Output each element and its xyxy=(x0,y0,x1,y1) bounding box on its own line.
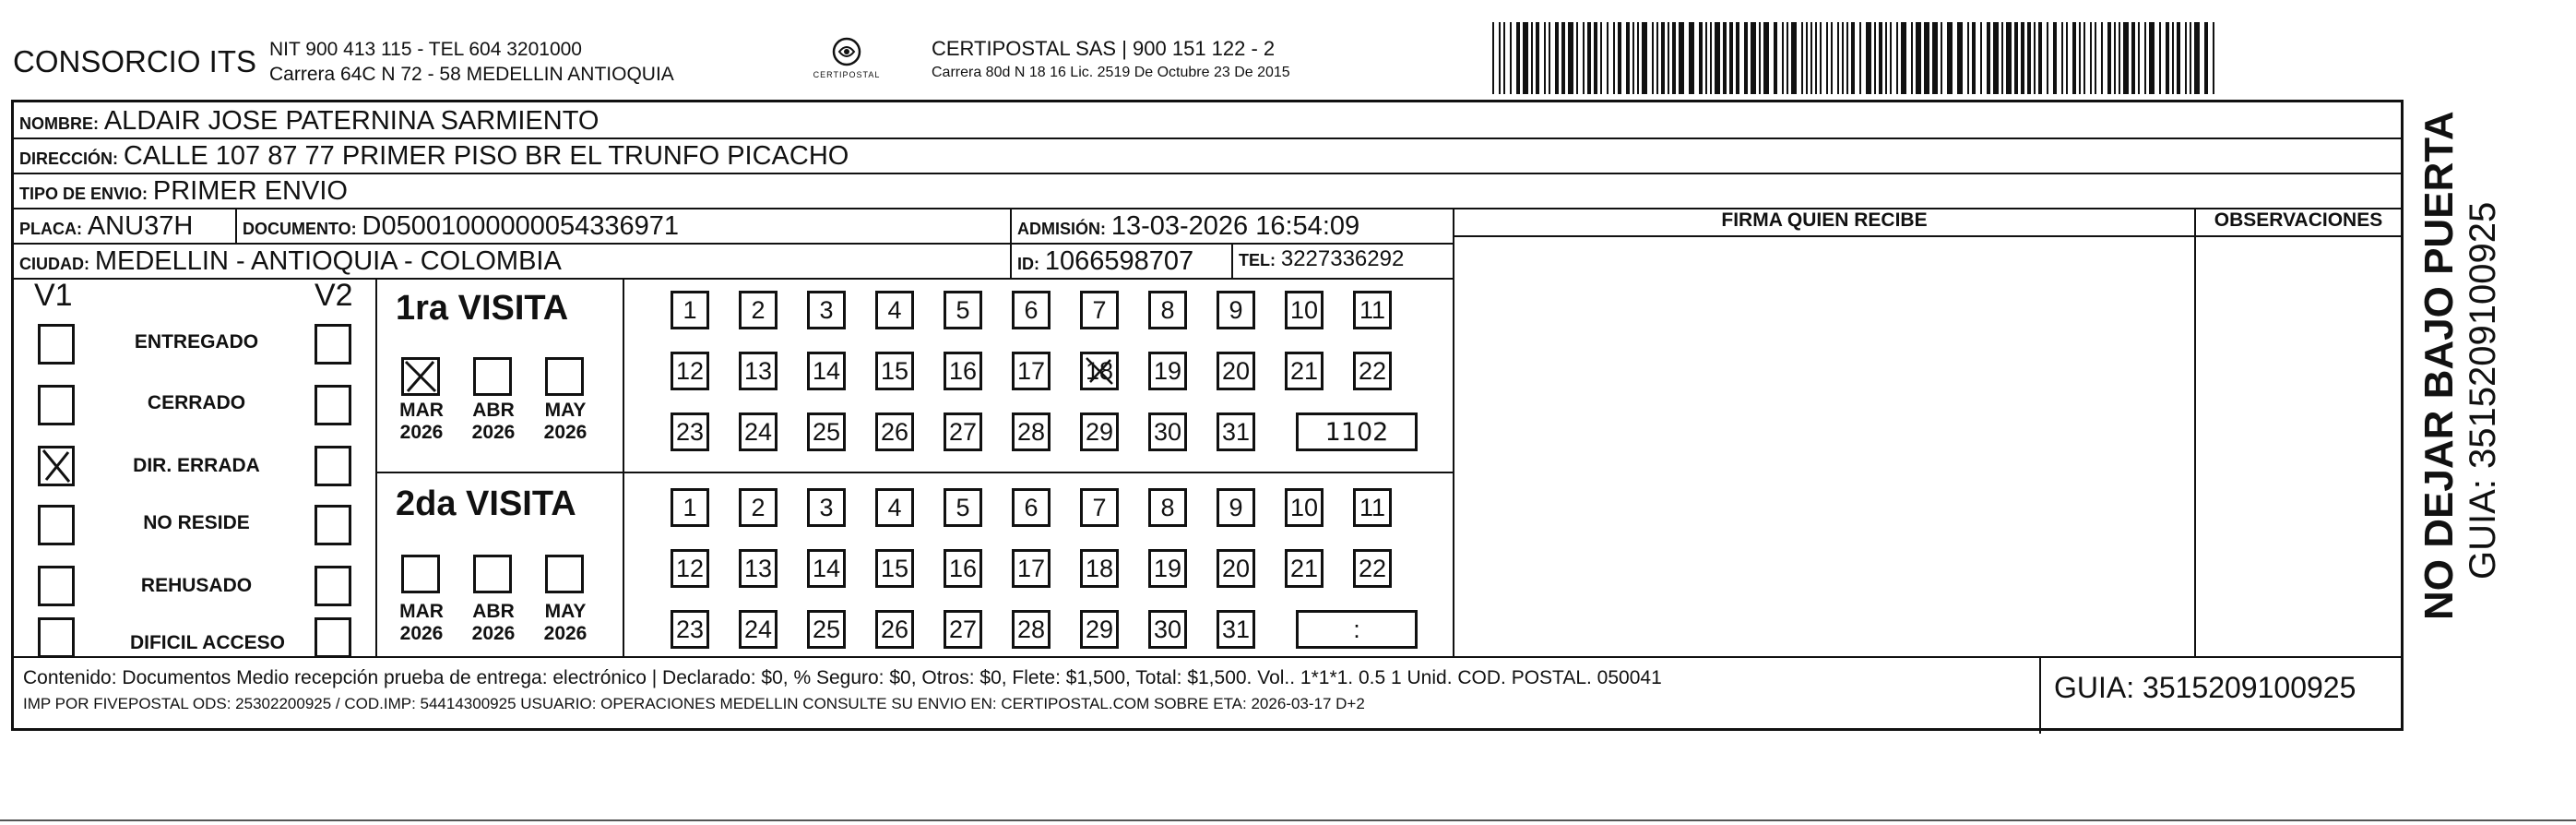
tel-value: 3227336292 xyxy=(1280,246,1405,271)
v2-checkbox-cerrado[interactable] xyxy=(315,385,351,425)
visit2-month-mar-label xyxy=(392,601,451,645)
firma-header: FIRMA QUIEN RECIBE xyxy=(1721,209,1928,231)
visit2-month-mar[interactable] xyxy=(401,555,440,593)
day-box-28[interactable]: 28 xyxy=(1012,610,1051,649)
day-box-25[interactable]: 25 xyxy=(807,610,846,649)
v2-checkbox-entregado[interactable] xyxy=(315,324,351,365)
status-cerrado: CERRADO xyxy=(147,392,246,413)
day-box-30[interactable]: 30 xyxy=(1148,610,1187,649)
day-box-9[interactable]: 9 xyxy=(1217,488,1255,527)
side-notice xyxy=(2416,111,2504,620)
certipostal-line1: CERTIPOSTAL SAS | 900 151 122 - 2 xyxy=(932,37,1276,60)
day-box-30[interactable]: 30 xyxy=(1148,412,1187,451)
time-box[interactable]: : xyxy=(1296,610,1418,649)
documento-value: D05001000000054336971 xyxy=(362,211,680,241)
v1-checkbox-dir-errada[interactable] xyxy=(38,446,75,486)
day-box-14[interactable]: 14 xyxy=(807,549,846,588)
day-box-15[interactable]: 15 xyxy=(875,549,914,588)
month-name: MAR xyxy=(399,601,444,622)
side-guia: GUIA: 3515209100925 xyxy=(2463,201,2503,580)
day-box-12[interactable]: 12 xyxy=(671,352,709,390)
day-box-2[interactable]: 2 xyxy=(739,291,778,329)
day-box-27[interactable]: 27 xyxy=(944,610,982,649)
v2-checkbox-no-reside[interactable] xyxy=(315,505,351,545)
tel-field xyxy=(1239,246,1404,272)
day-box-14[interactable]: 14 xyxy=(807,352,846,390)
observaciones-header: OBSERVACIONES xyxy=(2214,209,2383,231)
admision-field xyxy=(1017,211,1359,242)
v1-checkbox-rehusado[interactable] xyxy=(38,566,75,606)
month-year: 2026 xyxy=(399,422,444,443)
day-box-4[interactable]: 4 xyxy=(875,291,914,329)
ciudad-field xyxy=(19,246,562,277)
day-box-28[interactable]: 28 xyxy=(1012,412,1051,451)
side-no-dejar: NO DEJAR BAJO PUERTA xyxy=(2416,111,2462,620)
visit1-month-may-label xyxy=(536,400,595,444)
v1-checkbox-dificil-acceso[interactable] xyxy=(38,617,75,658)
tipo-envio-value: PRIMER ENVIO xyxy=(152,176,348,206)
documento-field xyxy=(243,211,679,242)
day-box-24[interactable]: 24 xyxy=(739,610,778,649)
footer-guia: GUIA: 3515209100925 xyxy=(2054,671,2356,704)
day-box-10[interactable]: 10 xyxy=(1285,488,1324,527)
v2-checkbox-dir-errada[interactable] xyxy=(315,446,351,486)
tipo-envio-label: TIPO DE ENVIO: xyxy=(19,185,148,203)
barcode xyxy=(1489,22,2226,94)
day-box-10[interactable]: 10 xyxy=(1285,291,1324,329)
day-box-11[interactable]: 11 xyxy=(1353,488,1392,527)
admision-value: 13-03-2026 16:54:09 xyxy=(1110,211,1360,241)
visit1-month-mar[interactable] xyxy=(401,357,440,396)
day-box-5[interactable]: 5 xyxy=(944,488,982,527)
day-box-5[interactable]: 5 xyxy=(944,291,982,329)
visit1-title: 1ra VISITA xyxy=(396,289,569,328)
day-box-23[interactable]: 23 xyxy=(671,412,709,451)
day-box-27[interactable]: 27 xyxy=(944,412,982,451)
day-box-3[interactable]: 3 xyxy=(807,291,846,329)
month-name: MAY xyxy=(544,601,587,622)
day-box-22[interactable]: 22 xyxy=(1353,549,1392,588)
day-box-13[interactable]: 13 xyxy=(739,352,778,390)
nombre-label: NOMBRE: xyxy=(19,114,99,133)
visit1-month-may[interactable] xyxy=(545,357,584,396)
check-mark-icon xyxy=(41,448,72,484)
status-dir-errada: DIR. ERRADA xyxy=(133,455,260,476)
v2-checkbox-rehusado[interactable] xyxy=(315,566,351,606)
direccion-value: CALLE 107 87 77 PRIMER PISO BR EL TRUNFO PICACHO xyxy=(123,141,849,171)
admision-label: ADMISIÓN: xyxy=(1017,220,1106,238)
day-box-31[interactable]: 31 xyxy=(1217,412,1255,451)
time-box[interactable]: 1102 xyxy=(1296,412,1418,451)
day-box-2[interactable]: 2 xyxy=(739,488,778,527)
month-year: 2026 xyxy=(471,623,516,644)
day-box-6[interactable]: 6 xyxy=(1012,488,1051,527)
day-box-18[interactable]: 18 xyxy=(1080,549,1119,588)
day-box-20[interactable]: 20 xyxy=(1217,549,1255,588)
day-box-26[interactable]: 26 xyxy=(875,412,914,451)
visit2-title: 2da VISITA xyxy=(396,484,576,523)
day-box-7[interactable]: 7 xyxy=(1080,488,1119,527)
id-field xyxy=(1017,246,1193,277)
certipostal-line2: Carrera 80d N 18 16 Lic. 2519 De Octubre 23 De 2015 xyxy=(932,65,1290,80)
month-name: MAR xyxy=(399,400,444,421)
check-mark-icon xyxy=(404,360,437,393)
tel-label: TEL: xyxy=(1239,251,1276,269)
status-no-reside: NO RESIDE xyxy=(143,512,250,533)
placa-label: PLACA: xyxy=(19,220,82,238)
direccion-field xyxy=(19,141,849,172)
address-line: Carrera 64C N 72 - 58 MEDELLIN ANTIOQUIA xyxy=(269,64,674,85)
nombre-value: ALDAIR JOSE PATERNINA SARMIENTO xyxy=(103,106,599,136)
v1-checkbox-cerrado[interactable] xyxy=(38,385,75,425)
day-box-9[interactable]: 9 xyxy=(1217,291,1255,329)
status-dificil-acceso: DIFICIL ACCESO xyxy=(129,632,285,653)
month-name: MAY xyxy=(544,400,587,421)
month-name: ABR xyxy=(472,601,515,622)
day-box-24[interactable]: 24 xyxy=(739,412,778,451)
visit2-month-abr-label xyxy=(464,601,523,645)
day-box-26[interactable]: 26 xyxy=(875,610,914,649)
day-box-16[interactable]: 16 xyxy=(944,549,982,588)
day-box-1[interactable]: 1 xyxy=(671,488,709,527)
month-year: 2026 xyxy=(543,623,588,644)
visit2-month-abr[interactable] xyxy=(473,555,512,593)
direccion-label: DIRECCIÓN: xyxy=(19,149,118,168)
day-box-16[interactable]: 16 xyxy=(944,352,982,390)
month-year: 2026 xyxy=(399,623,444,644)
v2-header: V2 xyxy=(315,278,353,313)
delivery-form xyxy=(11,100,2404,731)
nombre-field xyxy=(19,106,599,137)
ciudad-label: CIUDAD: xyxy=(19,255,89,273)
logo-text: CERTIPOSTAL xyxy=(813,70,881,79)
footer-content-line: Contenido: Documentos Medio recepción prueba de entrega: electrónico | Declarado: $0, % Seguro: $0, Otros: $0, Flete: $1,500, Total: $1,500. Vol.. 1*1*1. 0.5 1 Unid. COD. POSTAL. 050041 xyxy=(23,667,1662,688)
visit1-month-abr[interactable] xyxy=(473,357,512,396)
ciudad-value: MEDELLIN - ANTIOQUIA - COLOMBIA xyxy=(94,246,562,276)
day-box-3[interactable]: 3 xyxy=(807,488,846,527)
v1-header: V1 xyxy=(34,278,73,313)
month-year: 2026 xyxy=(471,422,516,443)
month-name: ABR xyxy=(472,400,515,421)
day-box-23[interactable]: 23 xyxy=(671,610,709,649)
day-box-8[interactable]: 8 xyxy=(1148,488,1187,527)
check-mark-icon xyxy=(1083,354,1116,388)
day-box-18[interactable]: 18 xyxy=(1080,352,1119,390)
day-box-13[interactable]: 13 xyxy=(739,549,778,588)
company-contact xyxy=(269,37,674,87)
day-box-12[interactable]: 12 xyxy=(671,549,709,588)
placa-value: ANU37H xyxy=(87,211,194,241)
day-box-11[interactable]: 11 xyxy=(1353,291,1392,329)
visit1-month-mar-label xyxy=(392,400,451,444)
status-rehusado: REHUSADO xyxy=(140,575,253,596)
day-box-17[interactable]: 17 xyxy=(1012,549,1051,588)
month-year: 2026 xyxy=(543,422,588,443)
day-box-29[interactable]: 29 xyxy=(1080,610,1119,649)
status-entregado: ENTREGADO xyxy=(134,331,259,353)
day-box-6[interactable]: 6 xyxy=(1012,291,1051,329)
v2-checkbox-dificil-acceso[interactable] xyxy=(315,617,351,658)
day-box-8[interactable]: 8 xyxy=(1148,291,1187,329)
documento-label: DOCUMENTO: xyxy=(243,220,357,238)
day-box-25[interactable]: 25 xyxy=(807,412,846,451)
page-bottom-divider xyxy=(0,819,2576,821)
day-box-7[interactable]: 7 xyxy=(1080,291,1119,329)
visit2-month-may[interactable] xyxy=(545,555,584,593)
day-box-4[interactable]: 4 xyxy=(875,488,914,527)
day-box-22[interactable]: 22 xyxy=(1353,352,1392,390)
certipostal-logo-icon xyxy=(813,35,880,92)
tipo-envio-field xyxy=(19,176,348,207)
day-box-29[interactable]: 29 xyxy=(1080,412,1119,451)
day-box-31[interactable]: 31 xyxy=(1217,610,1255,649)
id-label: ID: xyxy=(1017,255,1039,273)
footer-print-line: IMP POR FIVEPOSTAL ODS: 25302200925 / COD.IMP: 54414300925 USUARIO: OPERACIONES MEDELLIN CONSULTE SU ENVIO EN: CERTIPOSTAL.COM SOBRE ETA: 2026-03-17 D+2 xyxy=(23,695,1365,712)
day-box-1[interactable]: 1 xyxy=(671,291,709,329)
day-box-17[interactable]: 17 xyxy=(1012,352,1051,390)
v1-checkbox-entregado[interactable] xyxy=(38,324,75,365)
day-box-20[interactable]: 20 xyxy=(1217,352,1255,390)
visit1-month-abr-label xyxy=(464,400,523,444)
nit-line: NIT 900 413 115 - TEL 604 3201000 xyxy=(269,39,582,60)
id-value: 1066598707 xyxy=(1044,246,1194,276)
v1-checkbox-no-reside[interactable] xyxy=(38,505,75,545)
placa-field xyxy=(19,211,193,242)
day-box-21[interactable]: 21 xyxy=(1285,549,1324,588)
visit2-month-may-label xyxy=(536,601,595,645)
day-box-21[interactable]: 21 xyxy=(1285,352,1324,390)
day-box-19[interactable]: 19 xyxy=(1148,549,1187,588)
day-box-15[interactable]: 15 xyxy=(875,352,914,390)
day-box-19[interactable]: 19 xyxy=(1148,352,1187,390)
company-name: CONSORCIO ITS xyxy=(13,44,257,78)
